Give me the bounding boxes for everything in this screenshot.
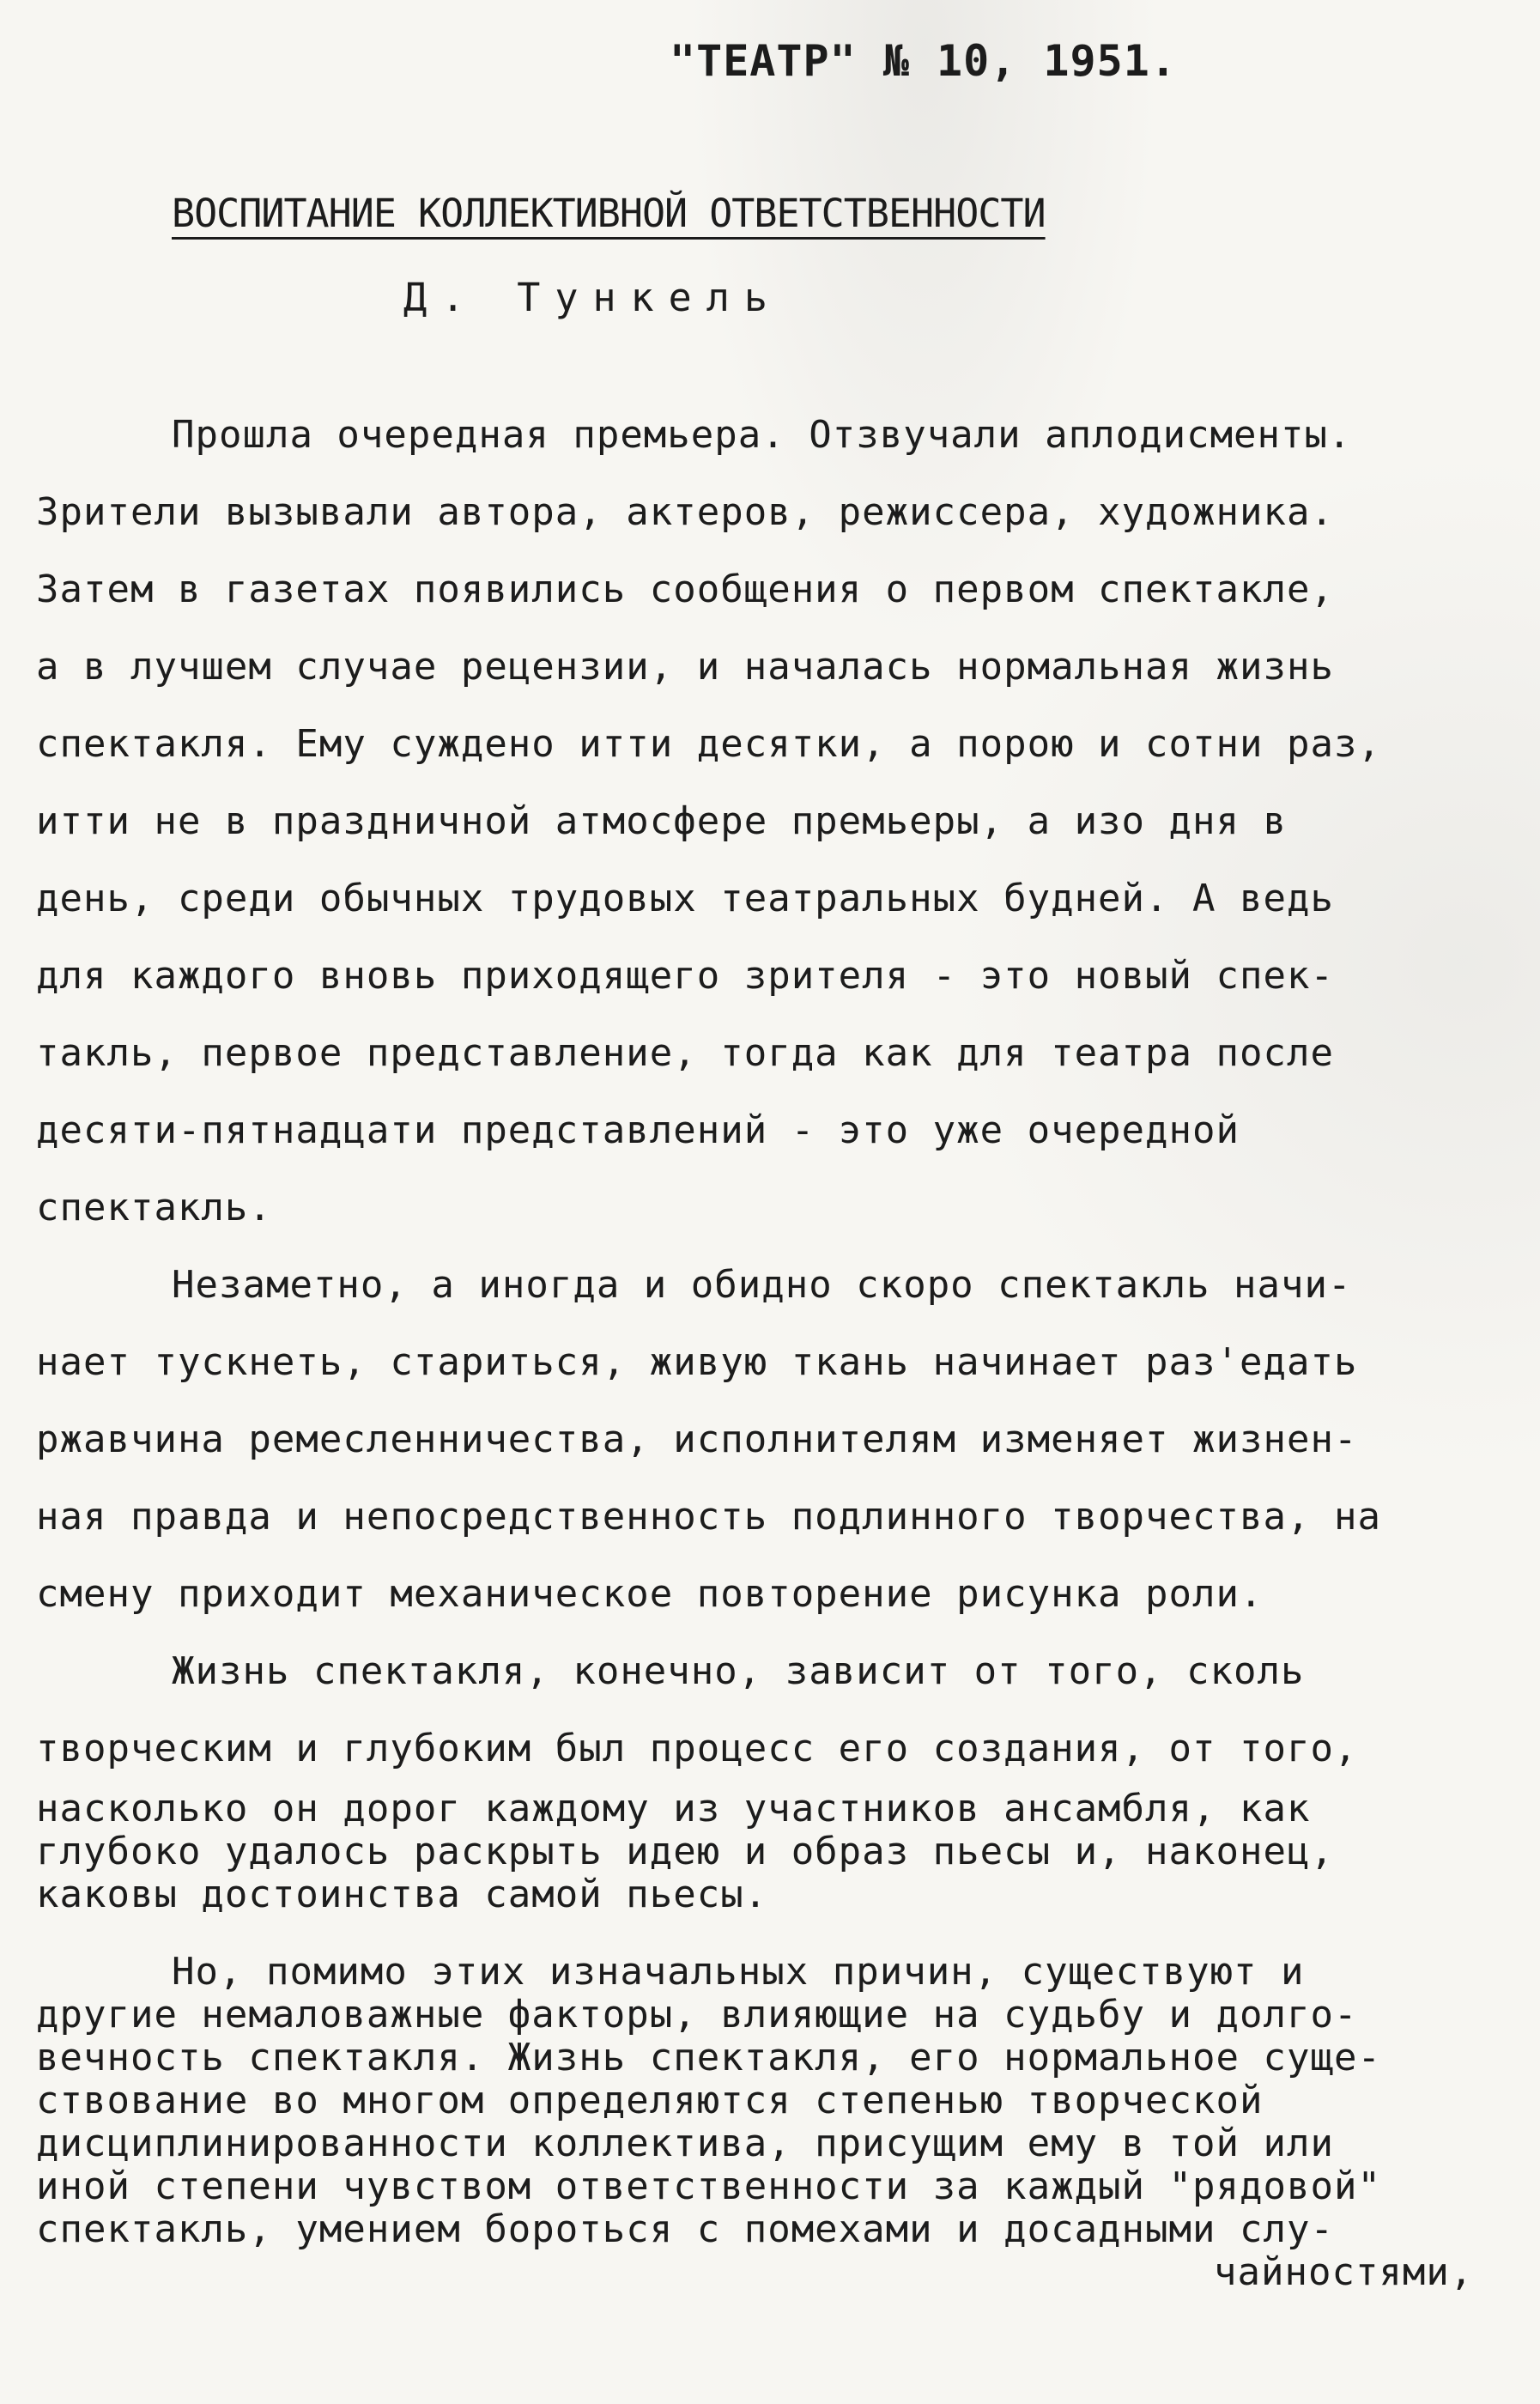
- text-line: Затем в газетах появились сообщения о первом спектакле,: [36, 568, 1334, 611]
- text-line: Незаметно, а иногда и обидно скоро спектакль начи-: [172, 1263, 1352, 1307]
- text-line: для каждого вновь приходящего зрителя - это новый спек-: [36, 954, 1334, 998]
- text-line: чайностями,: [1214, 2250, 1474, 2294]
- text-line: Но, помимо этих изначальных причин, существуют и: [172, 1950, 1305, 1994]
- text-line: нает тускнеть, стариться, живую ткань начинает раз'едать: [36, 1340, 1358, 1384]
- text-line: Жизнь спектакля, конечно, зависит от того, сколь: [172, 1649, 1305, 1693]
- text-line: день, среди обычных трудовых театральных будней. А ведь: [36, 877, 1334, 920]
- text-line: ная правда и непосредственность подлинного творчества, на: [36, 1495, 1381, 1539]
- text-line: Зрители вызывали автора, актеров, режиссера, художника.: [36, 490, 1334, 534]
- text-line: творческим и глубоким был процесс его создания, от того,: [36, 1727, 1358, 1770]
- text-line: насколько он дорог каждому из участников ансамбля, как: [36, 1787, 1311, 1830]
- text-line: глубоко удалось раскрыть идею и образ пьесы и, наконец,: [36, 1830, 1334, 1873]
- text-line: десяти-пятнадцати представлений - это уже очередной: [36, 1108, 1240, 1152]
- text-line: смену приходит механическое повторение рисунка роли.: [36, 1572, 1264, 1616]
- text-line: спектакля. Ему суждено итти десятки, а порою и сотни раз,: [36, 722, 1381, 766]
- text-line: ржавчина ремесленничества, исполнителям изменяет жизнен-: [36, 1418, 1358, 1461]
- text-line: вечность спектакля. Жизнь спектакля, его нормальное суще-: [36, 2036, 1381, 2079]
- text-line: другие немаловажные факторы, влияющие на судьбу и долго-: [36, 1993, 1358, 2037]
- text-line: спектакль, умением бороться с помехами и досадными слу-: [36, 2207, 1334, 2251]
- text-line: спектакль.: [36, 1186, 272, 1229]
- text-line: такль, первое представление, тогда как для театра после: [36, 1031, 1334, 1075]
- text-line: иной степени чувством ответственности за каждый "рядовой": [36, 2164, 1381, 2208]
- text-line: итти не в праздничной атмосфере премьеры, а изо дня в: [36, 799, 1287, 843]
- article-body: [36, 397, 1513, 2294]
- article-author: Д. Тункель: [403, 275, 782, 320]
- journal-header: "ТЕАТР" № 10, 1951.: [670, 36, 1177, 86]
- text-line: Прошла очередная премьера. Отзвучали аплодисменты.: [172, 413, 1352, 457]
- text-line: каковы достоинства самой пьесы.: [36, 1873, 768, 1916]
- text-line: а в лучшем случае рецензии, и началась нормальная жизнь: [36, 645, 1334, 689]
- article-title: ВОСПИТАНИЕ КОЛЛЕКТИВНОЙ ОТВЕТСТВЕННОСТИ: [172, 191, 1046, 236]
- text-line: ствование во многом определяются степенью творческой: [36, 2079, 1264, 2122]
- text-line: дисциплинированности коллектива, присущим ему в той или: [36, 2122, 1334, 2165]
